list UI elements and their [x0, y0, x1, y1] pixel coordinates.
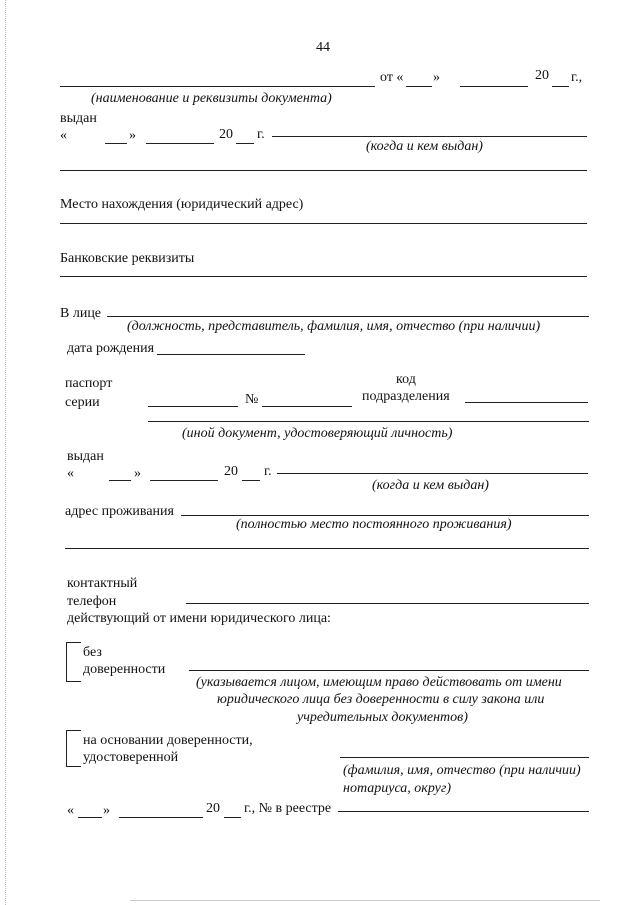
bank-details-label: Банковские реквизиты: [60, 251, 195, 266]
without-poa-label-1: без: [83, 645, 102, 660]
notary-field[interactable]: [340, 757, 589, 758]
without-poa-field[interactable]: [189, 670, 589, 671]
passport-label: паспорт: [65, 376, 113, 391]
without-poa-caption-3: учредительных документов): [297, 710, 468, 725]
document-name-field[interactable]: [60, 86, 375, 87]
registry-number-label: г., № в реестре: [244, 801, 332, 816]
issued1-caption: (когда и кем выдан): [366, 139, 483, 154]
doc-date-open: от «: [380, 70, 404, 85]
issued1-quote-close: »: [129, 128, 136, 143]
issued1-year-field[interactable]: [236, 143, 254, 144]
doc-caption: (наименование и реквизиты документа): [91, 91, 332, 106]
with-poa-label-2: удостоверенной: [83, 750, 179, 765]
with-poa-label-1: на основании доверенности,: [83, 733, 253, 748]
division-code-label-2: подразделения: [362, 389, 450, 404]
issued2-by-field[interactable]: [277, 473, 588, 474]
without-poa-caption-1: (указывается лицом, имеющим право действовать от имени: [196, 675, 562, 690]
registry-day-field[interactable]: [78, 817, 102, 818]
issued2-year-field[interactable]: [242, 480, 260, 481]
person-caption: (должность, представитель, фамилия, имя, отчество (при наличии): [127, 319, 541, 334]
doc-year-field[interactable]: [552, 86, 569, 87]
doc-day-field[interactable]: [406, 86, 432, 87]
issued1-by-field[interactable]: [272, 136, 587, 137]
residence-caption: (полностью место постоянного проживания): [236, 517, 512, 532]
issued-label-2: выдан: [67, 449, 104, 464]
issued2-month-field[interactable]: [150, 480, 218, 481]
person-label: В лице: [60, 306, 102, 321]
doc-year-label: 20: [535, 68, 549, 83]
page-number: 44: [316, 40, 330, 55]
issued1-month-field[interactable]: [146, 143, 214, 144]
passport-number-label: №: [245, 392, 259, 407]
registry-number-field[interactable]: [338, 811, 589, 812]
without-poa-caption-2: юридического лица без доверенности в силу закона или: [217, 692, 545, 707]
contact-label-1: контактный: [67, 576, 138, 591]
division-code-label-1: код: [396, 372, 416, 387]
doc-month-field[interactable]: [460, 86, 528, 87]
contact-phone-field[interactable]: [186, 603, 589, 604]
issued2-quote-close: »: [134, 466, 141, 481]
other-id-field[interactable]: [148, 421, 589, 422]
doc-date-close: »: [433, 70, 440, 85]
registry-quote-close: »: [103, 803, 110, 818]
doc-g-label: г.,: [571, 70, 583, 85]
registry-year-field[interactable]: [224, 817, 241, 818]
bank-details-field[interactable]: [60, 276, 587, 277]
other-id-caption: (иной документ, удостоверяющий личность): [182, 426, 453, 441]
with-poa-checkbox[interactable]: [66, 730, 81, 767]
residence-label: адрес проживания: [65, 504, 174, 519]
birth-date-field[interactable]: [157, 354, 305, 355]
issued2-caption: (когда и кем выдан): [372, 478, 489, 493]
page-edge-shadow: [5, 0, 6, 905]
birth-date-label: дата рождения: [67, 341, 155, 356]
registry-year-label: 20: [206, 801, 220, 816]
residence-extra-line[interactable]: [65, 548, 589, 549]
notary-caption-1: (фамилия, имя, отчество (при наличии): [343, 763, 581, 778]
passport-series-field[interactable]: [148, 406, 238, 407]
acting-label: действующий от имени юридического лица:: [67, 611, 331, 626]
legal-address-label: Место нахождения (юридический адрес): [60, 197, 304, 212]
passport-number-field[interactable]: [262, 406, 352, 407]
registry-quote-open: «: [67, 803, 74, 818]
issued1-extra-line[interactable]: [60, 170, 587, 171]
notary-caption-2: нотариуса, округ): [343, 781, 451, 796]
contact-label-2: телефон: [67, 594, 117, 609]
issued1-year-label: 20: [219, 127, 233, 142]
division-code-field[interactable]: [465, 402, 588, 403]
passport-series-label: серии: [65, 395, 100, 410]
issued-label-1: выдан: [60, 111, 97, 126]
issued2-day-field[interactable]: [109, 480, 131, 481]
issued2-year-label: 20: [224, 464, 238, 479]
residence-field[interactable]: [181, 515, 589, 516]
issued1-day-field[interactable]: [105, 143, 127, 144]
page-bottom-edge: [130, 900, 600, 901]
without-poa-checkbox[interactable]: [66, 642, 81, 682]
issued1-quote-open: «: [60, 128, 67, 143]
person-field[interactable]: [107, 316, 589, 317]
without-poa-label-2: доверенности: [83, 662, 166, 677]
legal-address-field[interactable]: [60, 223, 587, 224]
issued1-g-label: г.: [257, 127, 265, 142]
issued2-quote-open: «: [67, 466, 74, 481]
issued2-g-label: г.: [264, 464, 272, 479]
registry-month-field[interactable]: [119, 817, 203, 818]
